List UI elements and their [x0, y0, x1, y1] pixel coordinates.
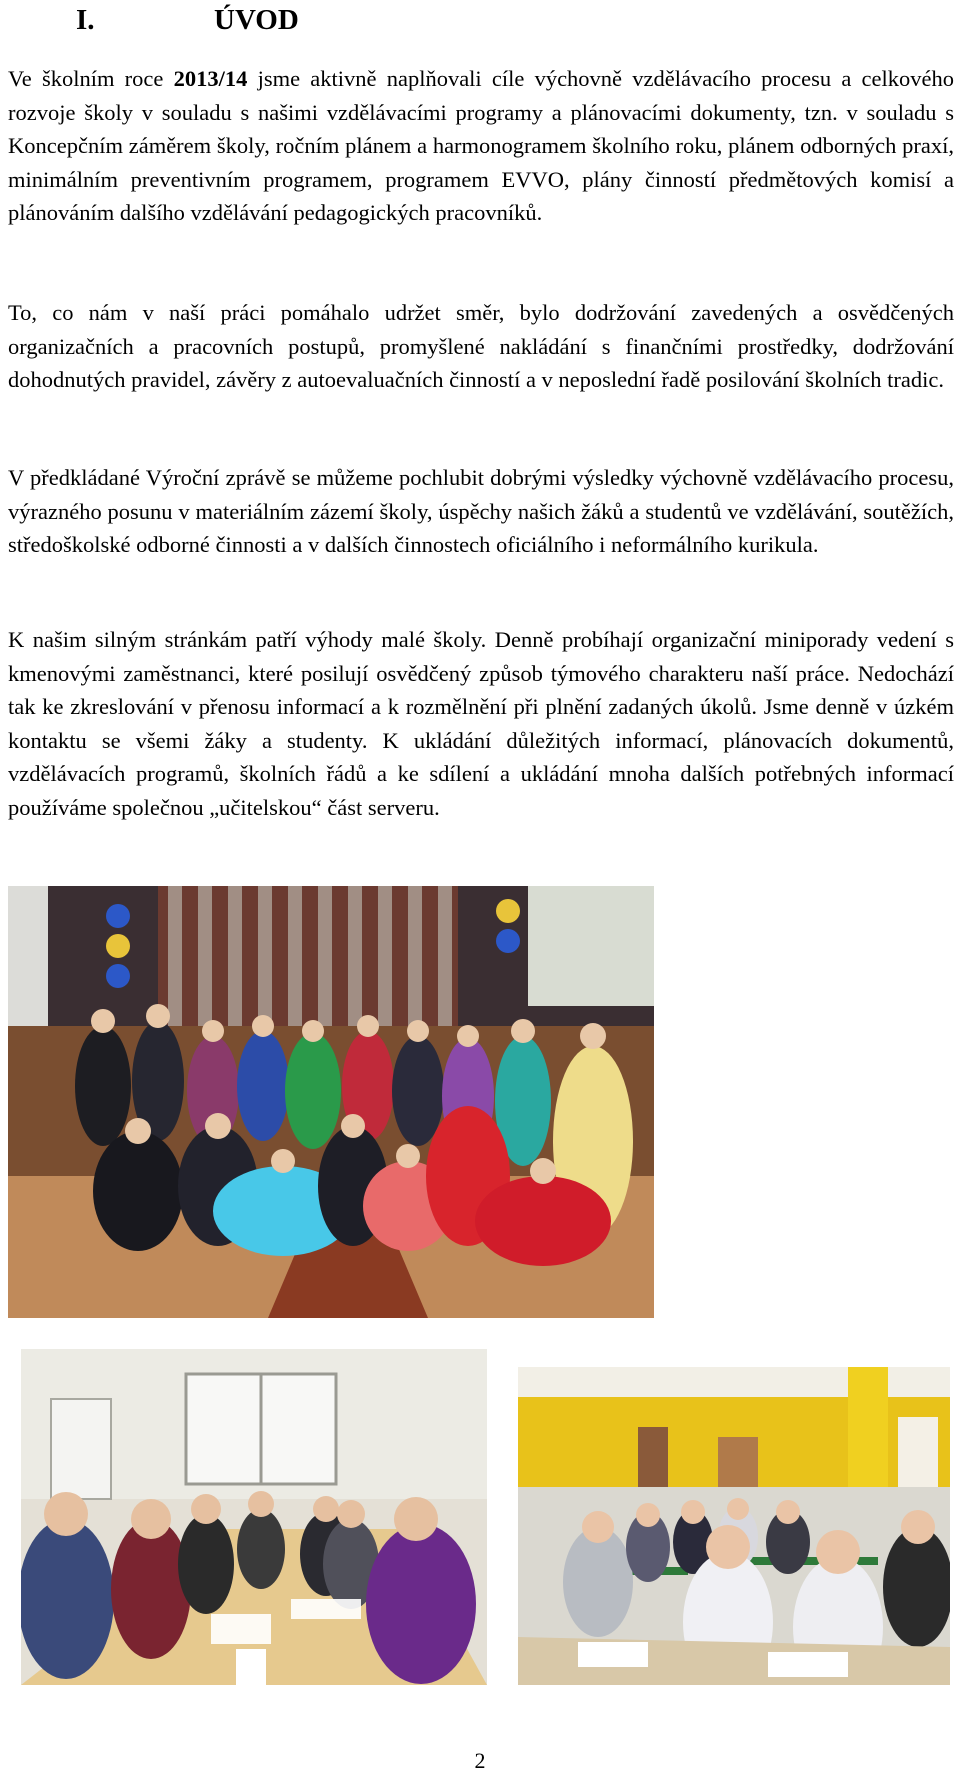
classroom-students-photo	[518, 1367, 950, 1685]
section-number: I.	[76, 4, 95, 36]
paragraph-strengths: K našim silným stránkám patří výhody malé školy. Denně probíhají organizační miniporady vedení s kmenovými zaměstnanci, které posilují osvědčený způsob týmového charakteru naší práce. Nedochází tak ke zkreslování v přenosu informací a k rozmělnění při plnění zadaných úkolů. Jsme denně v úzkém kontaktu se všemi žáky a studenty. K ukládání důležitých informací, plánovacích dokumentů, vzdělávacích programů, školních řádů a ke sdílení a ukládání mnoha dalších potřebných informací používáme společnou „učitelskou“ část serveru.	[8, 627, 954, 820]
page-number: 2	[474, 1748, 486, 1773]
paragraph-intro	[8, 62, 954, 230]
paragraph-direction: To, co nám v naší práci pomáhalo udržet směr, bylo dodržování zavedených a osvědčených organizačních a pracovních postupů, promyšlené nakládání s finančními prostředky, dodržování dohodnutých pravidel, závěry z autoevaluačních činností a v neposlední řadě posilování školních tradic.	[8, 300, 954, 392]
paragraph-intro-start: Ve školním roce	[8, 66, 174, 91]
paragraph-results: V předkládané Výroční zprávě se můžeme pochlubit dobrými výsledky výchovně vzdělávacího procesu, výrazného posunu v materiálním zázemí školy, úspěchy našich žáků a studentů ve vzdělávání, soutěžích, středoškolské odborné činnosti a v dalších činnostech oficiálního i neformálního kurikula.	[8, 465, 954, 557]
staff-meeting-photo	[21, 1349, 487, 1685]
section-heading	[76, 4, 299, 37]
school-year: 2013/14	[173, 66, 248, 91]
ball-group-photo	[8, 886, 654, 1318]
section-title: ÚVOD	[214, 4, 299, 36]
paragraph-intro-rest: jsme aktivně naplňovali cíle výchovně vzdělávacího procesu a celkového rozvoje školy v souladu s našimi vzdělávacími programy a plánovacími dokumenty, tzn. v souladu s Koncepčním záměrem školy, ročním plánem a harmonogramem školního roku, plánem odborných praxí, minimálním preventivním programem, programem EVVO, plány činností předmětových komisí a plánováním dalšího vzdělávání pedagogických pracovníků.	[8, 66, 954, 225]
